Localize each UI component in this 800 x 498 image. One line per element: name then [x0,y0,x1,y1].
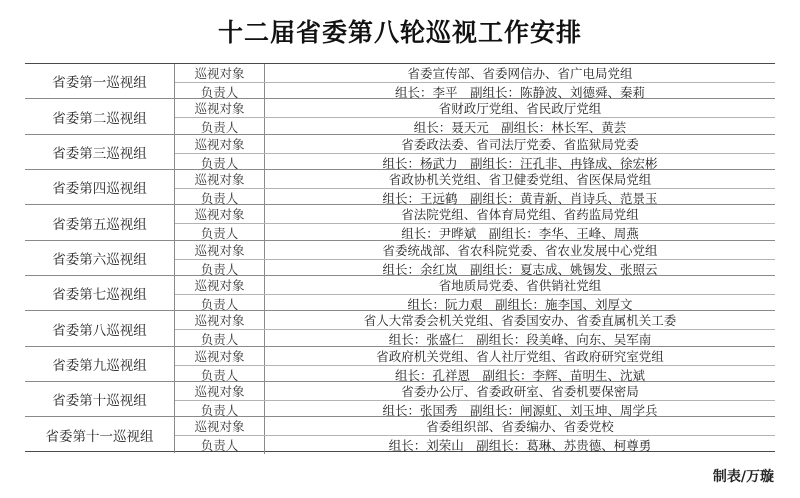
leaders-label: 负责人 [175,83,265,101]
group-details [175,241,775,275]
leaders-label: 负责人 [175,224,265,242]
leaders-label: 负责人 [175,366,265,384]
targets-value: 省政府机关党组、省人社厅党组、省政府研究室党组 [376,348,664,364]
targets-value: 省人大常委会机关党组、省委国安办、省委直属机关工委 [363,313,677,329]
leaders-row [175,118,775,136]
inspection-group-row [25,64,775,99]
leaders-value: 组长：孔祥恩 副组长：李辉、苗明生、沈斌 [394,367,645,383]
group-name: 省委第八巡视组 [25,311,175,345]
targets-row [175,417,775,436]
leaders-row [175,330,775,348]
targets-row [175,99,775,118]
leaders-value: 组长：王远鹤 副组长：黄青新、肖诗兵、范景玉 [382,191,658,207]
leaders-value: 组长：杨武力 副组长：汪孔非、冉锋成、徐宏彬 [382,155,658,171]
group-name: 省委第二巡视组 [25,99,175,133]
targets-label: 巡视对象 [175,135,265,153]
group-details [175,99,775,136]
group-details [175,382,775,419]
group-details [175,170,775,207]
leaders-value: 组长：张盛仁 副组长：段美峰、向东、吴军南 [388,332,652,348]
inspection-group-row [25,99,775,134]
targets-value: 省委政法委、省司法厅党委、省监狱局党委 [401,136,639,152]
targets-row [175,170,775,189]
targets-value: 省地质局党委、省供销社党组 [438,278,602,294]
targets-label: 巡视对象 [175,64,265,82]
inspection-group-row [25,205,775,240]
targets-value: 省委组织部、省委编办、省委党校 [426,419,614,435]
group-name: 省委第六巡视组 [25,241,175,275]
targets-row [175,311,775,330]
leaders-value: 组长：聂天元 副组长：林长军、黄芸 [413,120,627,136]
group-details [175,311,775,348]
targets-label: 巡视对象 [175,276,265,294]
leaders-row [175,260,775,278]
group-details [175,64,775,98]
inspection-group-row [25,311,775,346]
group-details [175,135,775,169]
group-details [175,276,775,313]
leaders-value: 组长：张国秀 副组长：闸源虹、刘玉坤、周学兵 [382,403,658,419]
targets-label: 巡视对象 [175,347,265,365]
group-name: 省委第四巡视组 [25,170,175,204]
targets-row [175,276,775,295]
credit-line: 制表/万璇 [712,469,774,485]
leaders-value: 组长：刘荣山 副组长：葛琳、苏贵德、柯尊勇 [388,438,652,454]
targets-value: 省财政厅党组、省民政厅党组 [438,101,602,117]
targets-label: 巡视对象 [175,205,265,223]
targets-row [175,64,775,83]
leaders-row [175,83,775,101]
targets-row [175,382,775,401]
leaders-row [175,189,775,207]
leaders-label: 负责人 [175,401,265,419]
group-name: 省委第七巡视组 [25,276,175,310]
group-name: 省委第十巡视组 [25,382,175,416]
targets-row [175,241,775,260]
leaders-row [175,224,775,242]
leaders-label: 负责人 [175,260,265,278]
targets-row [175,135,775,154]
targets-value: 省法院党组、省体育局党组、省药监局党组 [401,207,639,223]
targets-value: 省委办公厅、省委政研室、省委机要保密局 [401,384,639,400]
group-details [175,205,775,242]
targets-row [175,347,775,366]
leaders-label: 负责人 [175,154,265,172]
targets-label: 巡视对象 [175,170,265,188]
group-name: 省委第九巡视组 [25,347,175,381]
leaders-value: 组长：阮力艰 副组长：施李国、刘厚文 [407,297,633,313]
leaders-value: 组长：尹晔斌 副组长：李华、王峰、周燕 [401,226,639,242]
schedule-table [25,63,775,452]
targets-label: 巡视对象 [175,311,265,329]
page-title: 十二届省委第八轮巡视工作安排 [217,18,582,47]
targets-value: 省委宣传部、省委网信办、省广电局党组 [407,66,633,81]
targets-label: 巡视对象 [175,99,265,117]
targets-label: 巡视对象 [175,382,265,400]
group-details [175,347,775,381]
leaders-row [175,295,775,313]
group-details [175,417,775,452]
leaders-value: 组长：李平 副组长：陈静波、刘德舜、秦莉 [394,85,645,100]
leaders-row [175,366,775,384]
leaders-label: 负责人 [175,295,265,313]
targets-label: 巡视对象 [175,417,265,435]
targets-row [175,205,775,224]
leaders-label: 负责人 [175,189,265,207]
targets-value: 省政协机关党组、省卫健委党组、省医保局党组 [388,172,652,188]
leaders-row [175,401,775,419]
leaders-row [175,154,775,172]
inspection-group-row [25,135,775,170]
leaders-label: 负责人 [175,330,265,348]
inspection-group-row [25,170,775,205]
leaders-value: 组长：余红岚 副组长：夏志成、姚锡发、张照云 [382,261,658,277]
group-name: 省委第五巡视组 [25,205,175,239]
inspection-group-row [25,276,775,311]
inspection-group-row [25,382,775,417]
targets-value: 省委统战部、省农科院党委、省农业发展中心党组 [382,242,658,258]
targets-label: 巡视对象 [175,241,265,259]
inspection-group-row [25,241,775,276]
group-name: 省委第十一巡视组 [25,417,175,452]
group-name: 省委第三巡视组 [25,135,175,169]
leaders-row [175,436,775,454]
inspection-group-row [25,417,775,452]
inspection-group-row [25,347,775,382]
leaders-label: 负责人 [175,436,265,454]
leaders-label: 负责人 [175,118,265,136]
group-name: 省委第一巡视组 [25,64,175,98]
